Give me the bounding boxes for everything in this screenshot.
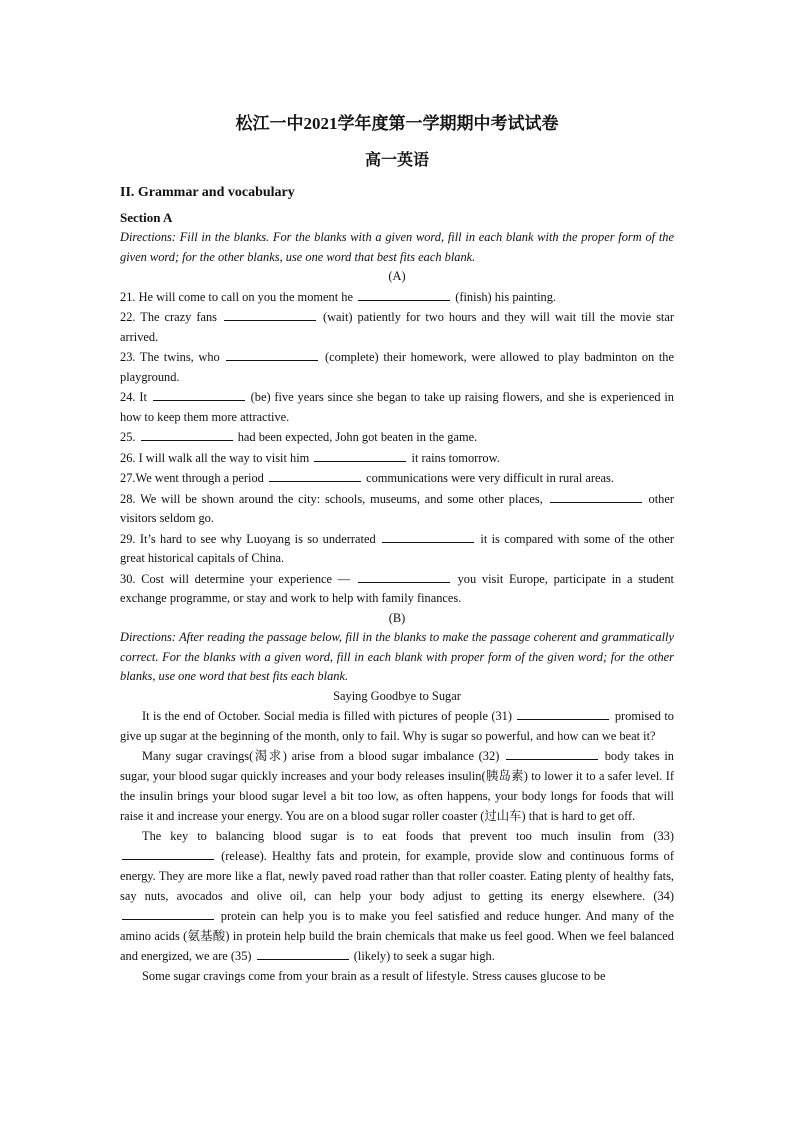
question-text: (be) five years since she began to take up raising flowers, and she is experienced in how to keep them more attractive.: [120, 390, 675, 424]
paragraph-text: promised to give up sugar at the beginning of the month, only to fail. Why is sugar so powerful, and how can we beat it?: [120, 709, 674, 743]
question-30: [120, 569, 674, 609]
paragraph-text: The key to balancing blood sugar is to eat foods that prevent too much insulin from (33): [142, 829, 674, 843]
question-text: 30. Cost will determine your experience —: [120, 571, 351, 586]
paragraph-text: Many sugar cravings(渴求) arise from a blood sugar imbalance (32): [142, 749, 500, 763]
answer-blank-33[interactable]: [122, 846, 214, 860]
question-25: [120, 427, 674, 448]
question-text: 24. It: [120, 390, 147, 404]
question-text: (finish) his painting.: [455, 289, 557, 304]
question-text: 28. We will be shown around the city: schools, museums, and some other places,: [120, 491, 543, 506]
passage-paragraph-3: [120, 826, 674, 966]
marker-b: (B): [388, 610, 406, 625]
question-text: 29. It’s hard to see why Luoyang is so underrated: [120, 531, 376, 546]
directions-a: Directions: Fill in the blanks. For the blanks with a given word, fill in each blank with the proper form of the given word; for the other blanks, use one word that best fits each blank.: [120, 230, 674, 264]
answer-blank-26[interactable]: [314, 448, 406, 462]
answer-blank-35[interactable]: [257, 946, 349, 960]
question-22: [120, 307, 674, 347]
answer-blank-23[interactable]: [226, 347, 318, 361]
answer-blank-24[interactable]: [153, 387, 245, 401]
paragraph-text: It is the end of October. Social media is filled with pictures of people (31): [142, 709, 513, 723]
answer-blank-25[interactable]: [141, 427, 233, 441]
question-text: you visit Europe, participate in a student exchange programme, or stay and work to help with family finances.: [120, 571, 674, 605]
section-a-heading: Section A: [120, 210, 173, 225]
question-21: [120, 287, 674, 308]
exam-page: [120, 112, 674, 986]
paragraph-text: body takes in sugar, your blood sugar quickly increases and your body releases insulin(胰岛素) to lower it to a safer level. If the insulin brings your blood sugar level a bit too low, as often happens, your body longs for foods that will raise it and increase your energy. You are on a blood sugar roller coaster (过山车) that is hard to get off.: [120, 749, 674, 823]
question-text: 23. The twins, who: [120, 350, 220, 364]
question-text: other visitors seldom go.: [120, 491, 674, 525]
question-text: 21. He will come to call on you the moment he: [120, 289, 353, 304]
question-28: [120, 489, 674, 529]
question-text: had been expected, John got beaten in the game.: [237, 430, 478, 444]
exam-title: 松江一中2021学年度第一学期期中考试试卷: [235, 114, 559, 133]
question-text: 26. I will walk all the way to visit him: [120, 450, 310, 465]
answer-blank-29[interactable]: [382, 529, 474, 543]
question-text: 22. The crazy fans: [120, 310, 217, 324]
question-23: [120, 347, 674, 387]
passage-paragraph-2: [120, 746, 674, 826]
passage-paragraph-4: Some sugar cravings come from your brain as a result of lifestyle. Stress causes glucose to be: [142, 969, 606, 983]
question-24: [120, 387, 674, 427]
question-text: 25.: [120, 430, 136, 444]
question-text: (complete) their homework, were allowed to play badminton on the playground.: [120, 350, 674, 384]
paragraph-text: protein can help you is to make you feel satisfied and reduce hunger. And many of the amino acids (氨基酸) in protein help build the brain chemicals that make us feel good. When we feel balanced and energized, we are (35): [120, 909, 674, 963]
exam-subtitle: 高一英语: [364, 152, 429, 169]
paragraph-text: (release). Healthy fats and protein, for example, provide slow and continuous forms of energy. They are more like a flat, newly paved road rather than that roller coaster. Eating plenty of healthy fats, say nuts, avocados and olive oil, can help your body adjust to getting its energy elsewhere. (34): [120, 849, 674, 903]
question-text: (wait) patiently for two hours and they will wait till the movie star arrived.: [120, 310, 674, 344]
answer-blank-34[interactable]: [122, 906, 214, 920]
question-text: 27.We went through a period: [120, 471, 264, 485]
marker-a: (A): [388, 269, 406, 283]
question-26: [120, 448, 674, 469]
answer-blank-22[interactable]: [224, 307, 316, 321]
question-29: [120, 529, 674, 569]
answer-blank-21[interactable]: [358, 287, 450, 301]
answer-blank-31[interactable]: [517, 706, 609, 720]
answer-blank-30[interactable]: [358, 569, 450, 583]
passage-paragraph-1: [120, 706, 674, 746]
answer-blank-27[interactable]: [269, 468, 361, 482]
paragraph-text: (likely) to seek a sugar high.: [353, 949, 495, 963]
part-heading: II. Grammar and vocabulary: [120, 185, 295, 200]
question-text: it is compared with some of the other great historical capitals of China.: [120, 531, 674, 565]
question-27: [120, 468, 674, 489]
directions-b: Directions: After reading the passage below, fill in the blanks to make the passage coherent and grammatically correct. For the blanks with a given word, fill in each blank with proper form of the given word; for the other blanks, use one word that best fits each blank.: [120, 630, 674, 683]
answer-blank-32[interactable]: [506, 746, 598, 760]
question-list: [120, 287, 674, 609]
question-text: communications were very difficult in rural areas.: [366, 471, 614, 485]
passage-title: Saying Goodbye to Sugar: [333, 688, 461, 703]
answer-blank-28[interactable]: [550, 489, 642, 503]
question-text: it rains tomorrow.: [411, 450, 500, 465]
